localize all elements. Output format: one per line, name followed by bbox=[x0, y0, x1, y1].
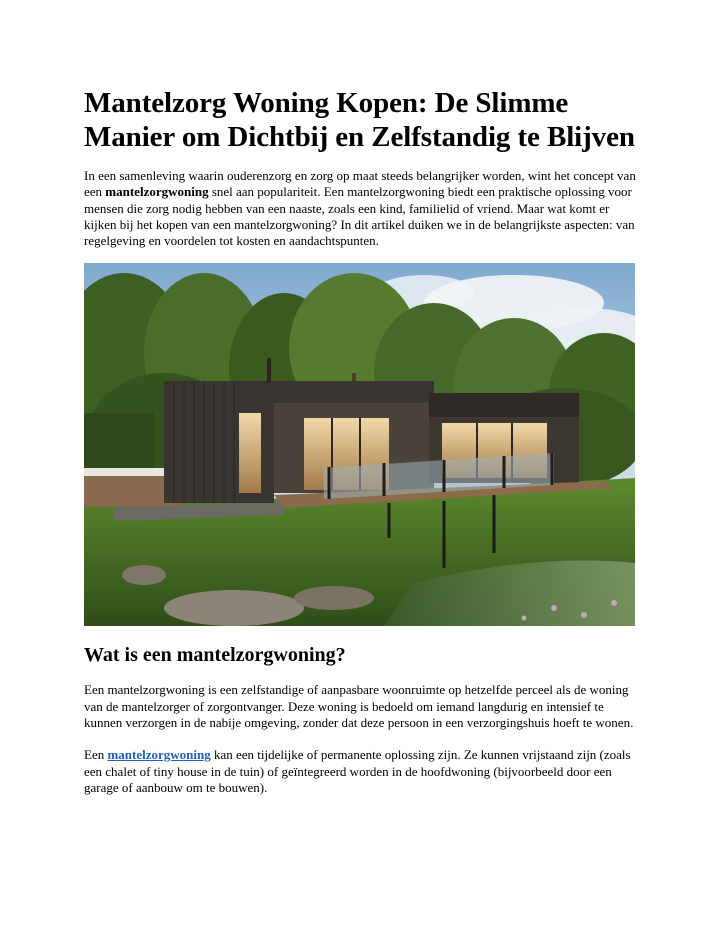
article-title: Mantelzorg Woning Kopen: De Slimme Manier om Dichtbij en Zelfstandig te Blijven bbox=[84, 87, 635, 153]
section-paragraph-2 bbox=[84, 747, 639, 796]
intro-bold-term: mantelzorgwoning bbox=[105, 184, 209, 200]
paragraph-2-text-before: Een bbox=[84, 747, 108, 763]
hero-image bbox=[84, 263, 635, 626]
intro-paragraph bbox=[84, 168, 639, 249]
intro-text-after: snel aan populariteit. Een mantelzorgwoning biedt een praktische oplossing voor mensen die zorg nodig hebben van een naaste, zoals een kind, familielid of vriend. Maar wat komt er kijken bij het kopen van een mantelzorgwoning? In dit artikel duiken we in de belangrijkste aspecten: van regelgeving en voordelen tot kosten en aandachtspunten. bbox=[84, 184, 635, 249]
section-paragraph-1: Een mantelzorgwoning is een zelfstandige of aanpasbare woonruimte op hetzelfde perceel als de woning van de mantelzorger of zorgontvanger. Deze woning is bedoeld om iemand langdurig en intensief te kunnen verzorgen in de nabije omgeving, zonder dat deze persoon in een verzorgingshuis hoeft te wonen. bbox=[84, 682, 634, 731]
section-heading: Wat is een mantelzorgwoning? bbox=[84, 644, 346, 667]
paragraph-2-text-after: kan een tijdelijke of permanente oplossing zijn. Ze kunnen vrijstaand zijn (zoals een chalet of tiny house in de tuin) of geïntegreerd worden in de hoofdwoning (bijvoorbeeld door een garage of aanbouw om te bouwen). bbox=[84, 747, 631, 795]
article bbox=[84, 86, 639, 796]
intro-text-before: In een samenleving waarin ouderenzorg en zorg op maat steeds belangrijker worden, wint het concept van een bbox=[84, 168, 636, 200]
mantelzorgwoning-link[interactable]: mantelzorgwoning bbox=[107, 747, 211, 763]
